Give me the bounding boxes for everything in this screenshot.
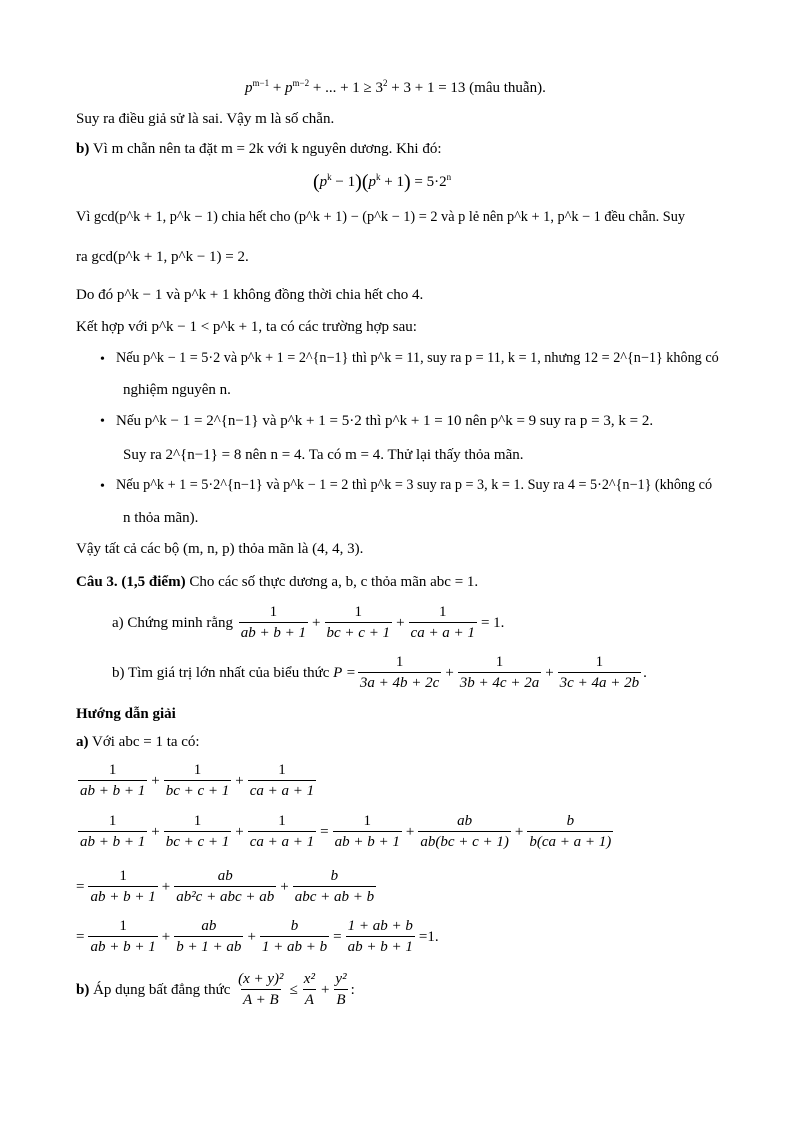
solution-eq-2: $\frac{1}{ab + b + 1}$ + $\frac{1}{bc + c + 1}$ + $\frac{1}{ca + a + 1}$ = $\frac{1}{ab + b + 1}$ + $\frac{ab}{ab(bc + c + 1)}$ + $\frac{b}{b(ca + a + 1)}$ <box>80 813 612 850</box>
part-label-a: a) <box>76 734 89 750</box>
case-2-line-b: Suy ra 2^{n−1} = 8 nên n = 4. Ta có m = 4. Thử lại thấy thỏa mãn. <box>123 447 524 463</box>
solution-a-text: Với abc = 1 ta có: <box>91 734 200 750</box>
fraction: $\frac{1}{3c + 4a + 2b}$ <box>559 654 640 691</box>
part-b-intro: Vì m chẵn nên ta đặt m = 2k với k nguyên dương. Khi đó: <box>92 141 442 157</box>
fraction: $\frac{1}{bc + c + 1}$ <box>326 604 391 641</box>
fraction: $\frac{1}{ca + a + 1}$ <box>410 604 475 641</box>
case-1-line-a: Nếu p^k − 1 = 5·2 và p^k + 1 = 2^{n−1} thì p^k = 11, suy ra p = 11, k = 1, nhưng 12 = 2^{n−1} không có <box>116 350 719 366</box>
question-3-text: Cho các số thực dương a, b, c thỏa mãn abc = 1. <box>189 574 479 590</box>
case-3-line-b: n thỏa mãn). <box>123 510 199 526</box>
text-line-8: Kết hợp với p^k − 1 < p^k + 1, ta có các trường hợp sau: <box>76 319 417 335</box>
bullet-1: • <box>100 352 105 367</box>
part-label-b-solution: b) <box>76 981 90 998</box>
solution-b-line: b) Áp dụng bất đẳng thức $\frac{\text{(x + y)²}}{A + B}$ ≤ $\frac{\text{x²}}{A}$ + $\frac{\text{y²}}{B}$ : <box>76 971 355 1008</box>
contradiction-note: (mâu thuẫn). <box>469 80 546 96</box>
question-3-title: Câu 3. (1,5 điểm) <box>76 574 186 590</box>
fraction: $\frac{1}{3b + 4c + 2a}$ <box>459 654 540 691</box>
fraction: $\frac{1}{ab + b + 1}$ <box>240 604 307 641</box>
solution-eq-4: = $\frac{1}{ab + b + 1}$ + $\frac{ab}{b + 1 + ab}$ + $\frac{b}{1 + ab + b}$ = $\frac{1 + ab + b}{ab + b + 1}$ =1. <box>76 918 439 955</box>
equation-line-4: $(p^k - 1)(p^k + 1) = 5\cdot 2^n$ <box>313 171 452 193</box>
guide-heading: Hướng dẫn giải <box>76 706 176 722</box>
bullet-3: • <box>100 479 105 494</box>
text-line-5: Vì gcd(p^k + 1, p^k − 1) chia hết cho (p^k + 1) − (p^k − 1) = 2 và p lẻ nên p^k + 1, p^k − 1 đều chẵn. Suy <box>76 209 686 225</box>
conclusion-line: Vậy tất cả các bộ (m, n, p) thỏa mãn là (4, 4, 3). <box>76 541 364 557</box>
fraction: $\frac{1}{3a + 4b + 2c}$ <box>359 654 440 691</box>
question-3a-text: a) Chứng minh rằng <box>112 614 234 631</box>
equation-line-1: $p^{m-1} + p^{m-2}$ + ... + $1 \ge 3^2 + 3 + 1 = 13$ (mâu thuẫn). <box>245 78 546 96</box>
case-3-line-a: Nếu p^k + 1 = 5·2^{n−1} và p^k − 1 = 2 thì p^k = 3 suy ra p = 3, k = 1. Suy ra 4 = 5·2^{n−1} (không có <box>116 477 713 493</box>
solution-eq-1: $\frac{1}{ab + b + 1}$ + $\frac{1}{bc + c + 1}$ + $\frac{1}{ca + a + 1}$ <box>80 762 315 799</box>
text-line-6: ra gcd(p^k + 1, p^k − 1) = 2. <box>76 249 249 265</box>
bullet-2: • <box>100 414 105 429</box>
solution-b-text: Áp dụng bất đẳng thức <box>93 981 231 998</box>
text-line-2: Suy ra điều giả sử là sai. Vậy m là số chẵn. <box>76 111 335 127</box>
solution-a-line <box>76 733 200 751</box>
question-3-line <box>76 573 478 591</box>
case-2-line-a: Nếu p^k − 1 = 2^{n−1} và p^k + 1 = 5·2 thì p^k + 1 = 10 nên p^k = 9 suy ra p = 3, k = 2. <box>116 413 654 429</box>
question-3b: b) Tìm giá trị lớn nhất của biểu thức P = $\frac{1}{3a + 4b + 2c}$ + $\frac{1}{3b + 4c + 2a}$ + $\frac{1}{3c + 4a + 2b}$ . <box>112 654 647 691</box>
question-3a: a) Chứng minh rằng $\frac{1}{ab + b + 1}$ + $\frac{1}{bc + c + 1}$ + $\frac{1}{ca + a + 1}$ = 1. <box>112 604 505 641</box>
text-line-3 <box>76 140 441 158</box>
text-line-7: Do đó p^k − 1 và p^k + 1 không đồng thời chia hết cho 4. <box>76 287 424 303</box>
question-3b-text: b) Tìm giá trị lớn nhất của biểu thức <box>112 664 330 681</box>
case-1-line-b: nghiệm nguyên n. <box>123 382 231 398</box>
part-label-b: b) <box>76 141 90 157</box>
solution-eq-3: = $\frac{1}{ab + b + 1}$ + $\frac{ab}{\text{ab²c + abc + ab}}$ + $\frac{b}{\text{abc + ab + b}}$ <box>76 868 375 905</box>
